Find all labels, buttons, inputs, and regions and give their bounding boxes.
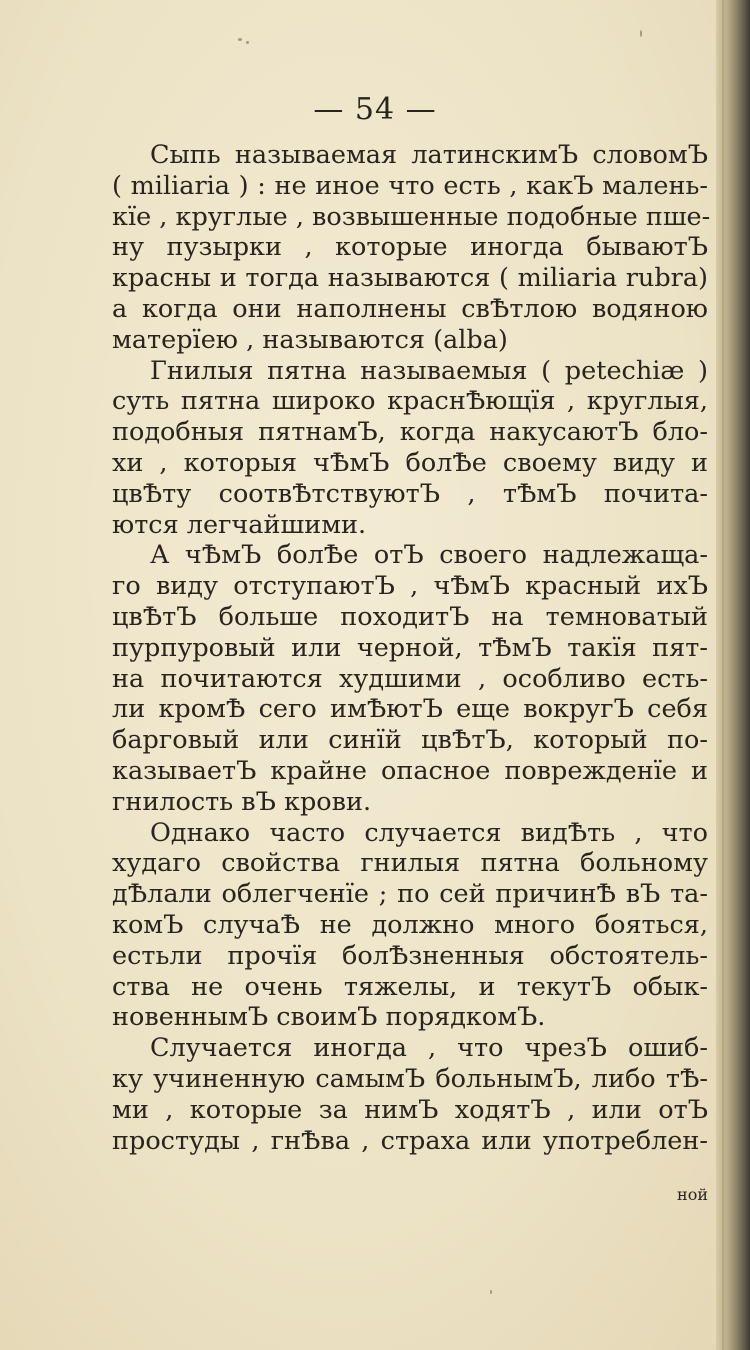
text-line: Однако часто случается видѢть , что (150, 817, 708, 848)
catchword: ной (677, 1185, 708, 1204)
body-text (112, 140, 711, 1156)
page-number: — 54 — (313, 92, 437, 127)
text-line: на почитаются худшими , особливо есть- (112, 663, 708, 694)
scan-speck (640, 30, 642, 37)
text-line: казываетЪ крайне опасное поврежденїе и (112, 755, 708, 786)
scan-speck (238, 38, 242, 41)
text-line: хи , которыя чѢмЪ болѢе своему виду и (112, 447, 708, 478)
text-line: красны и тогда называются ( miliaria rubra) (112, 263, 708, 294)
text-line: А чѢмЪ болѢе отЪ своего надлежаща- (150, 540, 708, 571)
text-line: комЪ случаѢ не должно много бояться, (112, 909, 708, 940)
text-line: ну пузырки , которые иногда бываютЪ (112, 232, 708, 263)
text-line: ( miliaria ) : не иное что есть , какЪ малень- (112, 170, 708, 201)
text-line: ли кромѢ сего имѢютЪ еще вокругЪ себя (112, 694, 708, 725)
page-edge-line (722, 0, 724, 1350)
text-line: ства не очень тяжелы, и текутЪ обык- (112, 971, 708, 1002)
text-line: цвѢтЪ больше походитЪ на темноватый (112, 601, 708, 632)
text-line: ми , которые за нимЪ ходятЪ , или отЪ (112, 1094, 708, 1125)
text-line: матерїею , называются (alba) (112, 324, 508, 355)
text-line: гнилость вЪ крови. (112, 786, 372, 817)
text-line: Гнилыя пятна называемыя ( petechiæ ) (150, 355, 708, 386)
text-line: новеннымЪ своимЪ порядкомЪ. (112, 1002, 546, 1033)
text-line: подобныя пятнамЪ, когда накусаютЪ бло- (112, 417, 708, 448)
text-line: ются легчайшими. (112, 509, 367, 540)
text-line: а когда они наполнены свѢтлою водяною (112, 293, 708, 324)
scan-speck (490, 1290, 492, 1294)
text-line: ку учиненную самымЪ больнымЪ, либо тѢ- (112, 1063, 708, 1094)
text-line: Сыпь называемая латинскимЪ словомЪ (150, 140, 708, 170)
text-line: простуды , гнѢва , страха или употреблен- (112, 1125, 708, 1156)
text-line: пурпуровый или черной, тѢмЪ такїя пят- (112, 632, 708, 663)
text-line: естьли прочїя болѢзненныя обстоятель- (112, 940, 708, 971)
text-line: худаго свойства гнилыя пятна больному (112, 848, 708, 879)
scan-speck (246, 41, 249, 44)
text-line: дѢлали облегченїе ; по сей причинѢ вЪ та- (112, 879, 708, 910)
text-line: кїе , круглые , возвышенные подобные пше- (112, 201, 711, 232)
text-line: го виду отступаютЪ , чѢмЪ красный ихЪ (112, 571, 708, 602)
text-line: Случается иногда , что чрезЪ ошиб- (150, 1033, 708, 1064)
text-line: суть пятна широко краснѢющїя , круглыя, (112, 386, 708, 417)
text-line: барговый или синїй цвѢтЪ, который по- (112, 725, 708, 756)
text-line: цвѢту соотвѢтствуютЪ , тѢмЪ почита- (112, 478, 708, 509)
